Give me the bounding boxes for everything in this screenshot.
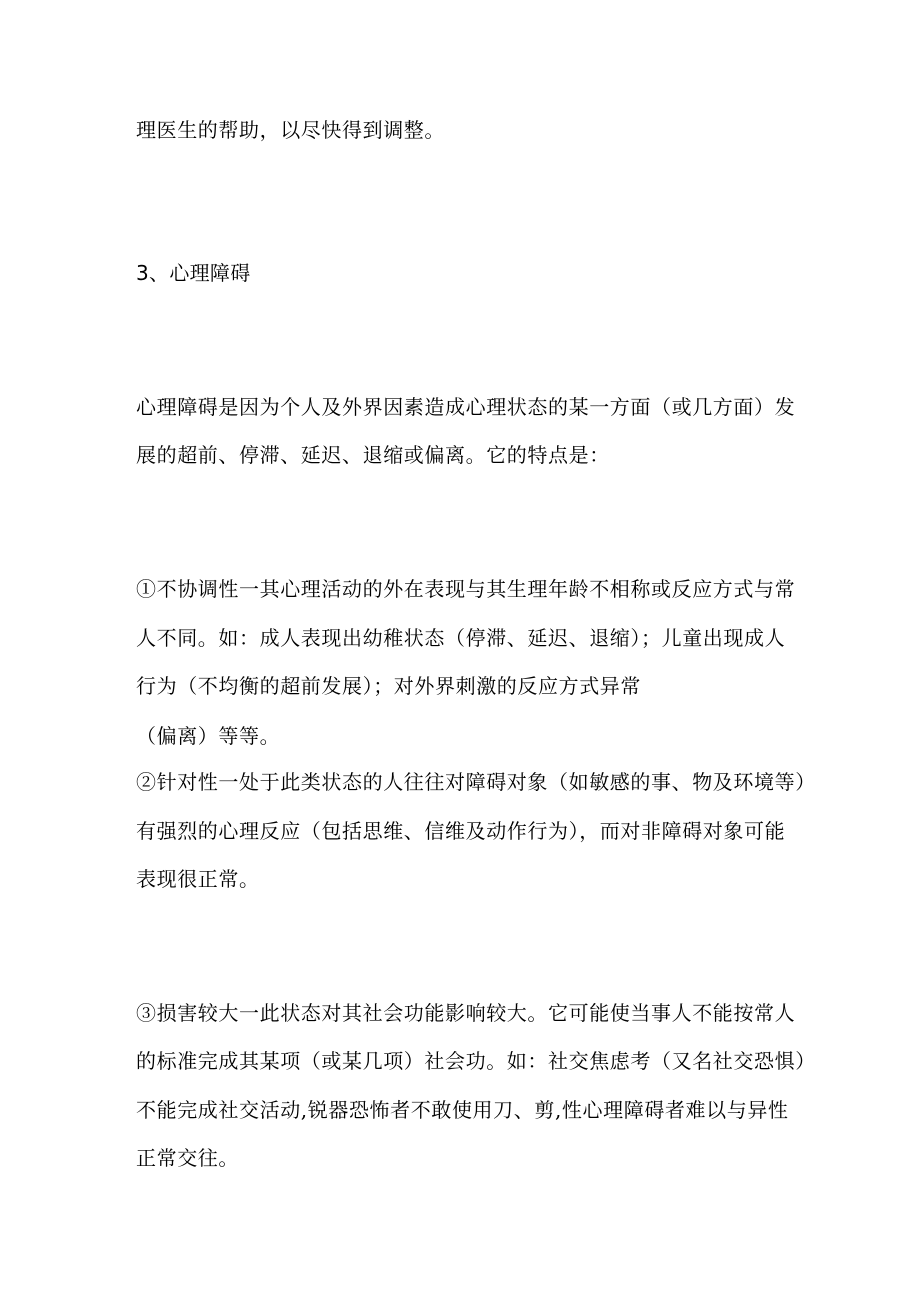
paragraph-2-line-2: 人不同。如：成人表现出幼稚状态（停滞、延迟、退缩）；儿童出现成人 (136, 626, 786, 650)
paragraph-4-line-4: 正常交往。 (136, 1146, 239, 1170)
paragraph-4-line-3: 不能完成社交活动,锐器恐怖者不敢使用刀、剪,性心理障碍者难以与异性 (136, 1098, 789, 1122)
paragraph-1-line-1: 心理障碍是因为个人及外界因素造成心理状态的某一方面（或几方面）发 (136, 395, 796, 419)
section-heading: 3、心理障碍 (136, 261, 251, 285)
paragraph-1-line-2: 展的超前、停滞、延迟、退缩或偏离。它的特点是： (136, 443, 610, 467)
paragraph-3-line-2: 有强烈的心理反应（包括思维、信维及动作行为），而对非障碍对象可能 (136, 819, 786, 843)
paragraph-2-line-1: ①不协调性一其心理活动的外在表现与其生理年龄不相称或反应方式与常 (136, 577, 796, 601)
paragraph-3-line-1: ②针对性一处于此类状态的人往往对障碍对象（如敏感的事、物及环境等） (136, 770, 816, 794)
paragraph-continuation-line: 理医生的帮助，以尽快得到调整。 (136, 118, 445, 142)
paragraph-4-line-2: 的标准完成其某项（或某几项）社会功。如：社交焦虑考（又名社交恐惧） (136, 1049, 816, 1073)
paragraph-3-line-3: 表现很正常。 (136, 867, 260, 891)
paragraph-2-line-3: 行为（不均衡的超前发展）；对外界刺激的反应方式异常 (136, 674, 641, 698)
paragraph-4-line-1: ③损害较大一此状态对其社会功能影响较大。它可能使当事人不能按常人 (136, 1001, 796, 1025)
paragraph-2-line-4: （偏离）等等。 (136, 724, 281, 748)
